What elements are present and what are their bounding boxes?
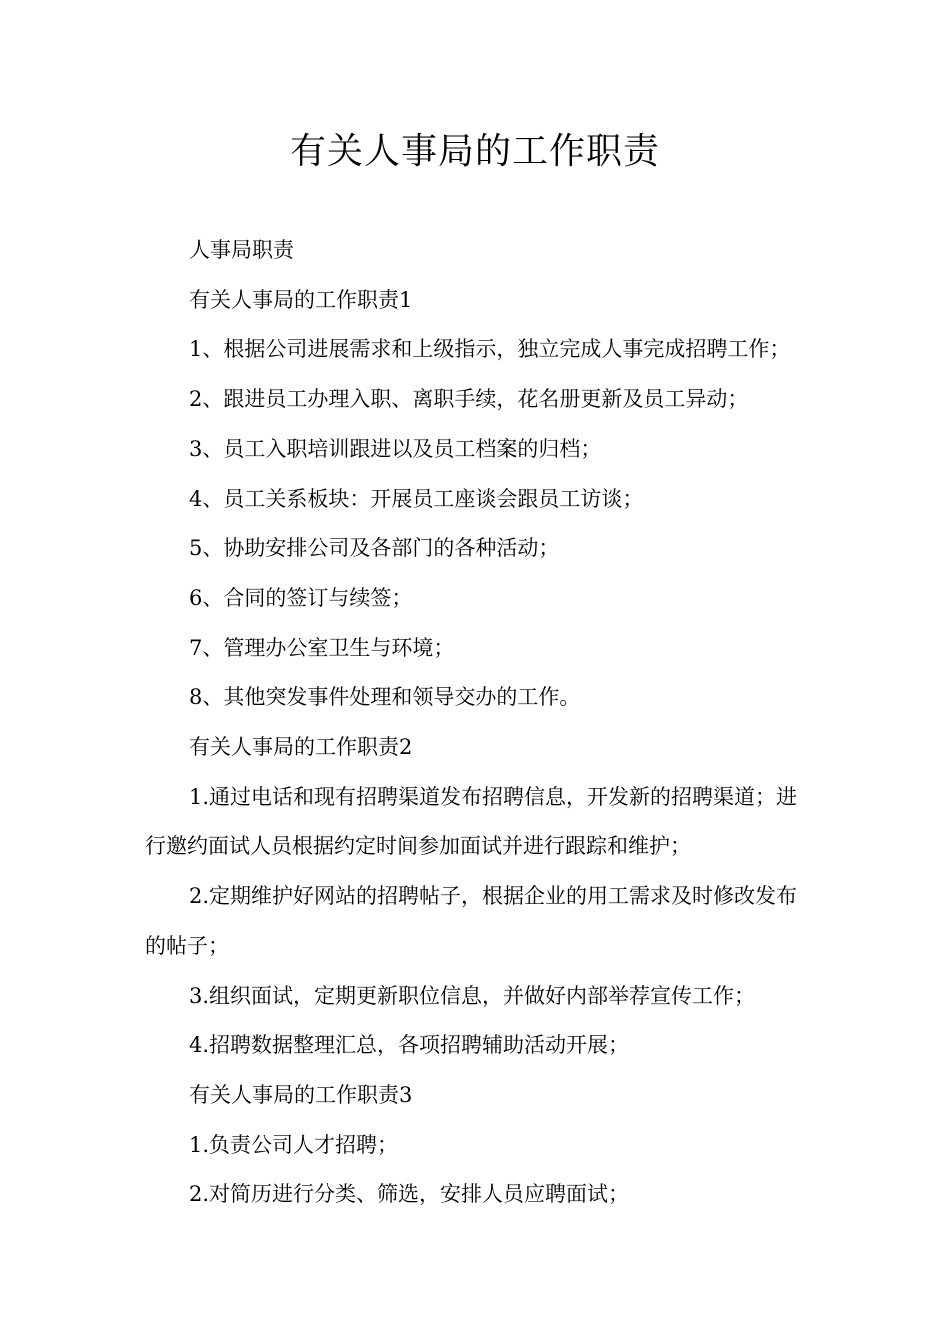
document-body — [145, 226, 815, 1220]
section-heading: 有关人事局的工作职责3 — [189, 1082, 413, 1107]
list-item: 2.定期维护好网站的招聘帖子，根据企业的用工需求及时修改发布的帖子； — [145, 884, 798, 958]
section-heading: 有关人事局的工作职责1 — [189, 287, 413, 312]
list-item: 2.对简历进行分类、筛选，安排人员应聘面试； — [189, 1182, 630, 1207]
list-item: 8、其他突发事件处理和领导交办的工作。 — [189, 685, 581, 710]
section-heading: 有关人事局的工作职责2 — [189, 735, 413, 760]
list-item: 4.招聘数据整理汇总，各项招聘辅助活动开展； — [189, 1033, 630, 1058]
list-item: 7、管理办公室卫生与环境； — [189, 635, 455, 660]
list-item: 1、根据公司进展需求和上级指示，独立完成人事完成招聘工作； — [189, 337, 791, 362]
list-item: 3.组织面试，定期更新职位信息，并做好内部举荐宣传工作； — [189, 983, 756, 1008]
paragraph: 人事局职责 — [189, 238, 294, 262]
list-item: 6、合同的签订与续签； — [189, 585, 413, 610]
list-item: 1.通过电话和现有招聘渠道发布招聘信息，开发新的招聘渠道；进行邀约面试人员根据约定时间参加面试并进行跟踪和维护； — [145, 784, 798, 859]
document-title: 有关人事局的工作职责 — [289, 131, 660, 172]
list-item: 5、协助安排公司及各部门的各种活动； — [189, 536, 560, 561]
list-item: 2、跟进员工办理入职、离职手续，花名册更新及员工异动； — [189, 387, 749, 412]
list-item: 4、员工关系板块：开展员工座谈会跟员工访谈； — [189, 486, 644, 511]
list-item: 3、员工入职培训跟进以及员工档案的归档； — [189, 436, 602, 461]
list-item: 1.负责公司人才招聘； — [189, 1132, 399, 1157]
